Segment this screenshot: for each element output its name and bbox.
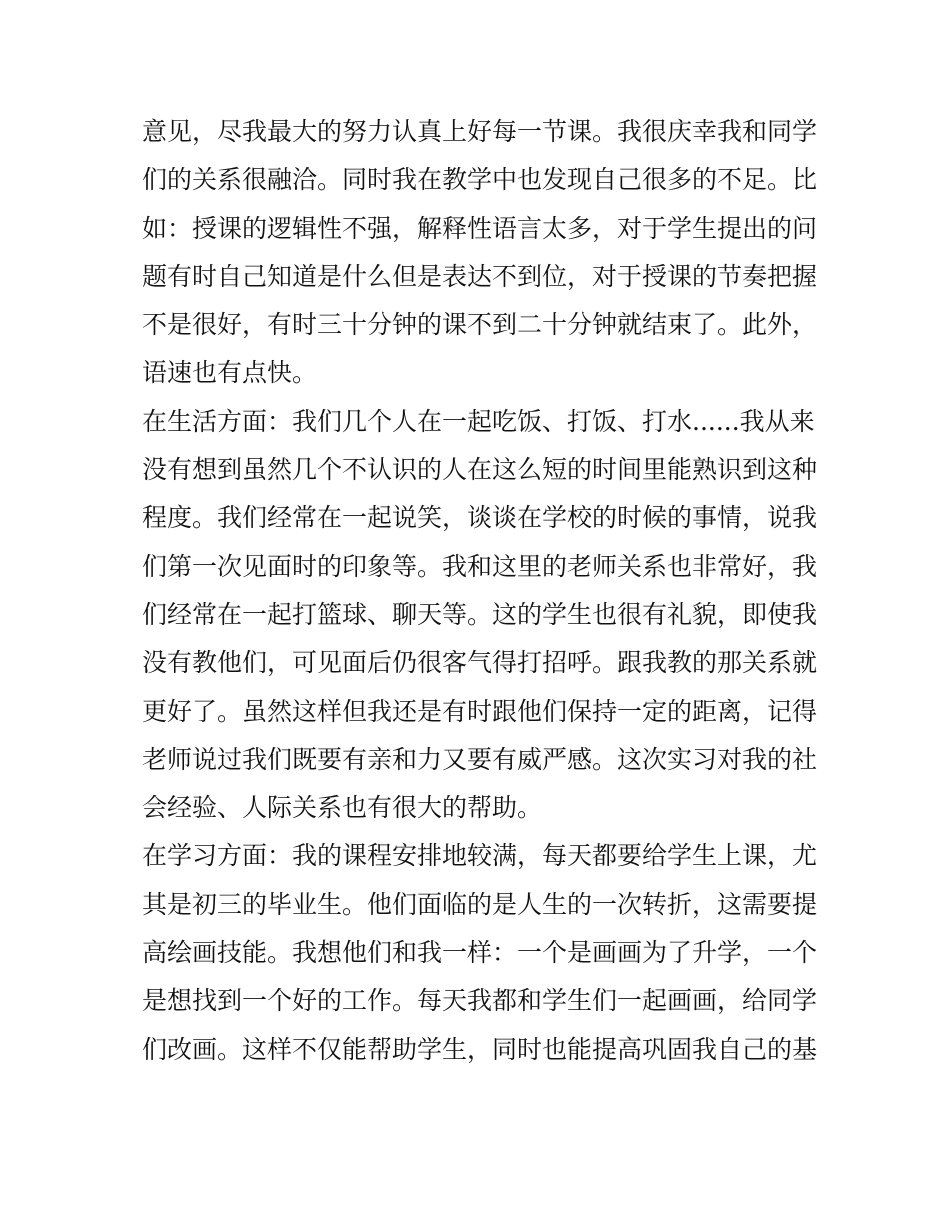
text-line: 们经常在一起打篮球、聊天等。这的学生也很有礼貌，即使我: [142, 599, 818, 629]
text-line: 程度。我们经常在一起说笑，谈谈在学校的时候的事情，说我: [142, 503, 818, 533]
text-line: 没有想到虽然几个不认识的人在这么短的时间里能熟识到这种: [142, 455, 818, 485]
text-line: 在生活方面：我们几个人在一起吃饭、打饭、打水......我从来: [142, 406, 815, 436]
text-line: 在学习方面：我的课程安排地较满，每天都要给学生上课，尤: [142, 841, 818, 871]
text-line: 更好了。虽然这样但我还是有时跟他们保持一定的距离，记得: [142, 696, 818, 726]
document-body: [142, 108, 822, 1074]
text-line: 高绘画技能。我想他们和我一样：一个是画画为了升学，一个: [142, 938, 818, 968]
text-line: 们改画。这样不仅能帮助学生，同时也能提高巩固我自己的基: [142, 1034, 818, 1064]
text-line: 老师说过我们既要有亲和力又要有威严感。这次实习对我的社: [142, 744, 818, 774]
text-line: 语速也有点快。: [142, 358, 318, 388]
text-line: 们的关系很融洽。同时我在教学中也发现自己很多的不足。比: [142, 165, 818, 195]
text-line: 是想找到一个好的工作。每天我都和学生们一起画画，给同学: [142, 986, 818, 1016]
text-line: 会经验、人际关系也有很大的帮助。: [142, 793, 543, 823]
text-line: 没有教他们，可见面后仍很客气得打招呼。跟我教的那关系就: [142, 648, 818, 678]
text-line: 其是初三的毕业生。他们面临的是人生的一次转折，这需要提: [142, 889, 818, 919]
text-line: 意见，尽我最大的努力认真上好每一节课。我很庆幸我和同学: [142, 117, 818, 146]
text-line: 不是很好，有时三十分钟的课不到二十分钟就结束了。此外，: [142, 310, 818, 340]
text-line: 们第一次见面时的印象等。我和这里的老师关系也非常好，我: [142, 551, 818, 581]
text-line: 如：授课的逻辑性不强，解释性语言太多，对于学生提出的问: [142, 213, 818, 243]
text-line: 题有时自己知道是什么但是表达不到位，对于授课的节奏把握: [142, 261, 818, 291]
